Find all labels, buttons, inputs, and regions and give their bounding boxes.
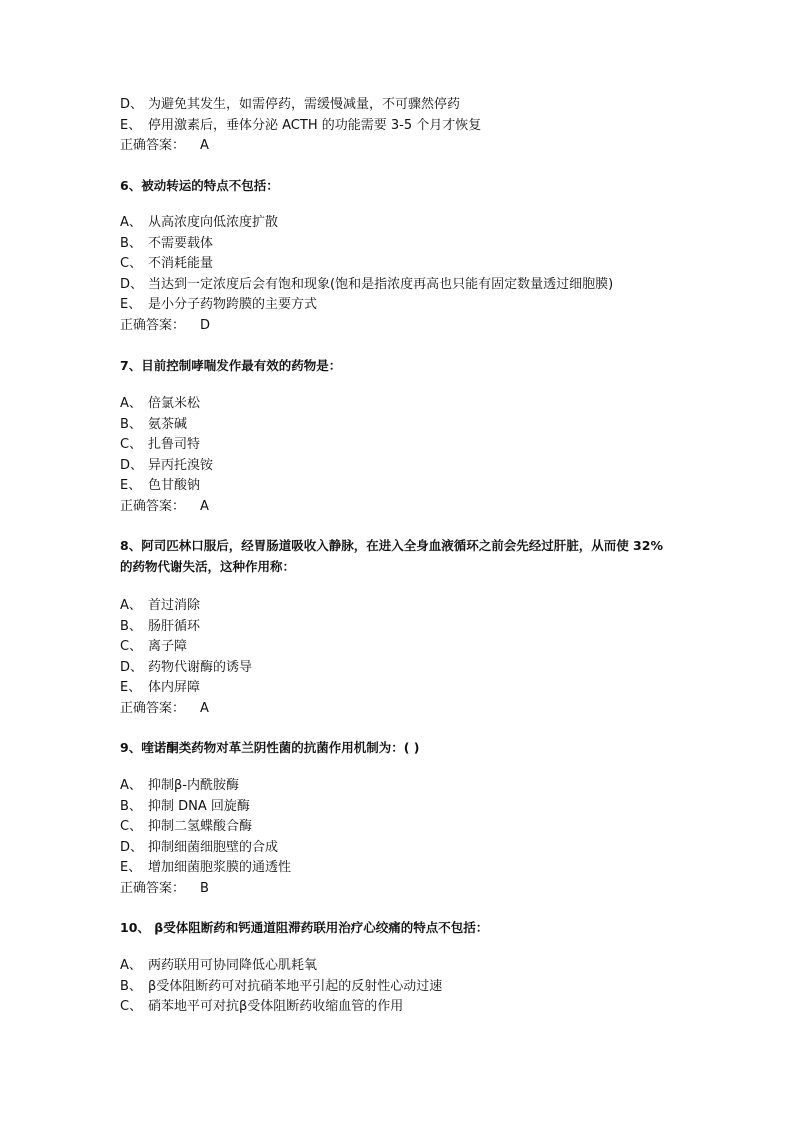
question-title [120,535,680,577]
option-c [120,997,700,1018]
option-text: 色甘酸钠 [148,478,201,494]
option-letter: E、 [120,860,142,876]
option-text: 抑制细菌细胞壁的合成 [148,839,279,855]
option-letter: B、 [120,618,142,634]
option-text: 硝苯地平可对抗β受体阻断药收缩血管的作用 [148,999,404,1015]
answer-value: A [200,700,209,716]
option-letter: E、 [120,478,142,494]
option-b [120,617,700,638]
answer-label: 正确答案： [120,138,186,154]
option-a [120,596,700,617]
option-d [120,275,700,296]
option-c [120,637,700,658]
option-text: 为避免其发生，如需停药，需缓慢减量，不可骤然停药 [148,97,461,112]
option-d [120,658,700,679]
option-a [120,956,700,977]
question-title-line-1: 8、阿司匹林口服后，经胃肠道吸收入静脉，在进入全身血液循环之前会先经过肝脏，从而使 32% [120,538,663,553]
question-9 [120,737,700,758]
option-b [120,977,700,998]
option-letter: A、 [120,215,142,230]
question-10 [120,917,700,938]
option-text: 体内屏障 [148,680,201,696]
question-title-line-2: 的药物代谢失活，这种作用称： [120,559,296,574]
option-letter: A、 [120,396,142,411]
option-text: 扎鲁司特 [148,437,201,453]
option-text: 离子障 [148,639,188,655]
option-letter: D、 [120,276,144,292]
option-letter: C、 [120,999,143,1015]
option-letter: D、 [120,839,144,855]
correct-answer [120,316,700,337]
option-d [120,838,700,859]
option-text: 抑制二氢蝶酸合酶 [148,819,253,835]
answer-label: 正确答案： [120,880,186,896]
option-letter: C、 [120,639,143,655]
option-text: 两药联用可协同降低心肌耗氧 [148,958,318,973]
question-title: 7、目前控制哮喘发作最有效的药物是： [120,358,342,373]
option-letter: B、 [120,978,142,994]
option-letter: C、 [120,256,143,272]
answer-label: 正确答案： [120,498,186,514]
option-text: 药物代谢酶的诱导 [148,659,253,675]
option-e [120,476,700,497]
option-letter: C、 [120,819,143,835]
question-10-options [120,956,700,1018]
option-letter: D、 [120,97,144,112]
option-e [120,295,700,316]
answer-value: B [200,880,209,896]
question-5-tail [120,95,700,157]
option-d [120,456,700,477]
question-title: 9、喹诺酮类药物对革兰阴性菌的抗菌作用机制为：( ) [120,740,420,755]
option-b [120,415,700,436]
option-text: 抑制β-内酰胺酶 [148,778,239,793]
option-letter: E、 [120,297,142,313]
option-b [120,234,700,255]
option-letter: E、 [120,117,142,133]
question-8 [120,535,700,577]
question-6 [120,175,700,196]
option-letter: B、 [120,416,142,432]
question-8-options [120,596,700,720]
option-e [120,116,700,137]
option-text: 首过消除 [148,598,201,613]
option-e [120,858,700,879]
option-text: 抑制 DNA 回旋酶 [148,798,250,814]
option-letter: B、 [120,235,142,251]
option-letter: B、 [120,798,142,814]
question-6-options [120,213,700,337]
option-e [120,678,700,699]
option-text: 是小分子药物跨膜的主要方式 [148,297,318,313]
option-text: 倍氯米松 [148,396,201,411]
option-letter: C、 [120,437,143,453]
option-a [120,213,700,234]
option-text: 从高浓度向低浓度扩散 [148,215,279,230]
correct-answer [120,497,700,518]
option-c [120,254,700,275]
option-text: 不消耗能量 [148,256,214,272]
question-7-options [120,394,700,518]
question-title: 6、被动转运的特点不包括： [120,178,279,193]
option-text: 当达到一定浓度后会有饱和现象(饱和是指浓度再高也只能有固定数量透过细胞膜) [148,276,614,292]
answer-value: A [200,138,209,154]
correct-answer [120,136,700,157]
answer-value: D [200,317,211,333]
option-text: 停用激素后，垂体分泌 ACTH 的功能需要 3-5 个月才恢复 [148,117,482,133]
question-9-options [120,776,700,900]
option-text: 不需要载体 [148,235,214,251]
option-c [120,817,700,838]
option-text: 异丙托溴铵 [148,457,214,473]
option-letter: D、 [120,659,144,675]
option-b [120,797,700,818]
option-text: 增加细菌胞浆膜的通透性 [148,860,292,876]
answer-label: 正确答案： [120,700,186,716]
question-title: 10、 β受体阻断药和钙通道阻滞药联用治疗心绞痛的特点不包括： [120,920,489,935]
option-text: 肠肝循环 [148,618,201,634]
option-d [120,95,700,116]
option-letter: E、 [120,680,142,696]
answer-value: A [200,498,209,514]
option-letter: A、 [120,598,142,613]
answer-label: 正确答案： [120,317,186,333]
option-letter: D、 [120,457,144,473]
correct-answer [120,699,700,720]
option-text: β受体阻断药可对抗硝苯地平引起的反射性心动过速 [148,978,443,994]
option-a [120,776,700,797]
question-7 [120,355,700,376]
option-c [120,435,700,456]
correct-answer [120,879,700,900]
option-letter: A、 [120,958,142,973]
option-a [120,394,700,415]
option-letter: A、 [120,778,142,793]
option-text: 氨茶碱 [148,416,188,432]
